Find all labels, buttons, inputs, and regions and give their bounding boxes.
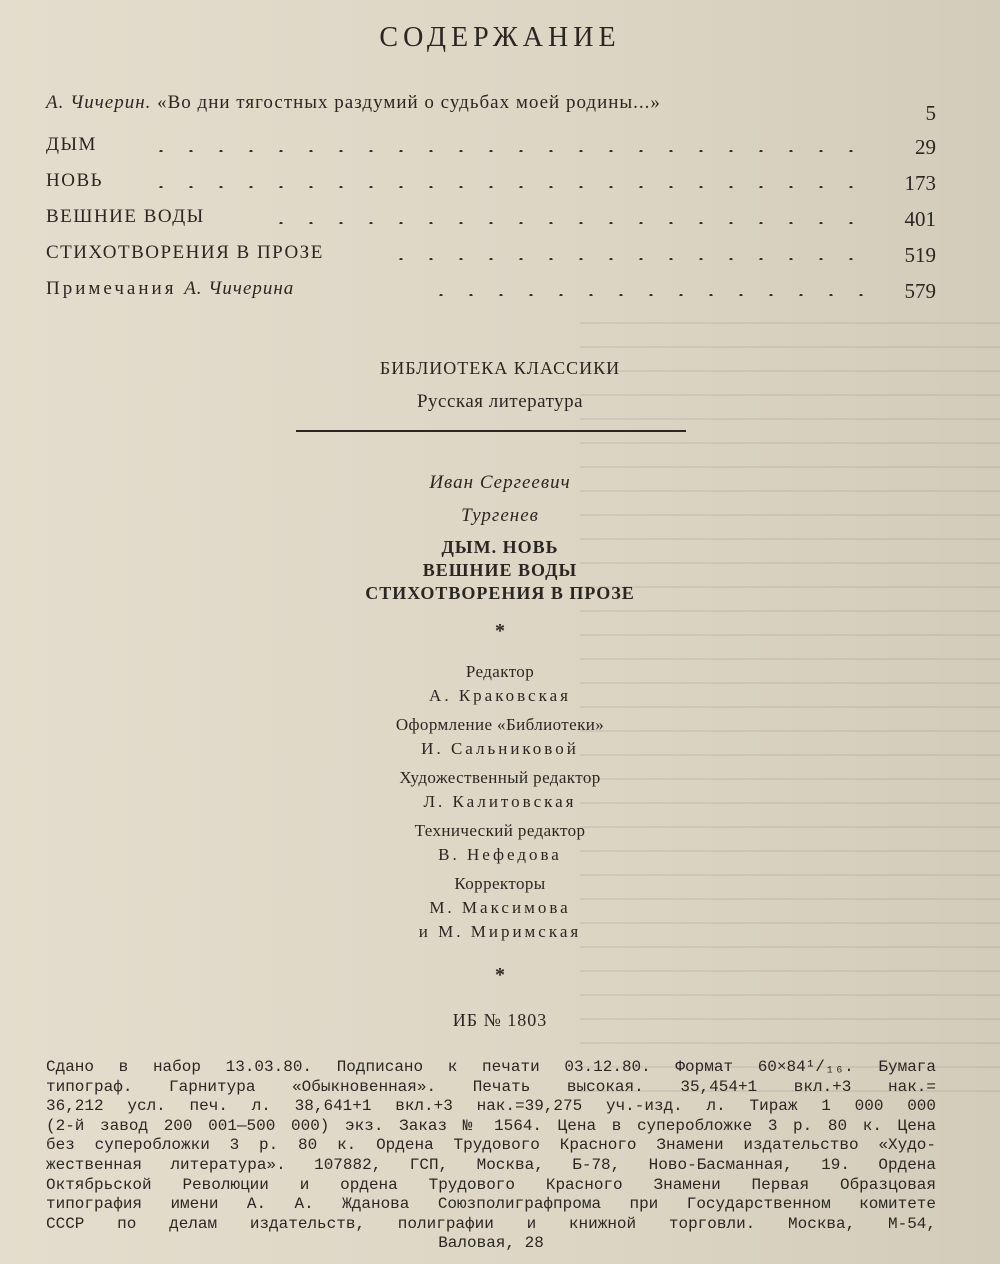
leader-dots xyxy=(386,258,866,260)
toc-entry-label: СТИХОТВОРЕНИЯ В ПРОЗЕ xyxy=(46,242,324,263)
toc-entry-label: ВЕШНИЕ ВОДЫ xyxy=(46,206,205,227)
toc-entry xyxy=(46,274,936,304)
series-block xyxy=(0,358,1000,413)
credit-role: Оформление «Библиотеки» xyxy=(395,715,605,734)
book-title-line: СТИХОТВОРЕНИЯ В ПРОЗЕ xyxy=(365,583,635,603)
author-first-name: Иван Сергеевич xyxy=(429,472,571,493)
book-title-line: ВЕШНИЕ ВОДЫ xyxy=(422,560,578,580)
leader-dots xyxy=(146,150,866,152)
toc-entry-label: Примечания А. Чичерина xyxy=(46,278,295,299)
toc-page-number: 173 xyxy=(904,171,936,195)
imprint-line: 36,212 усл. печ. л. 38,641+1 вкл.+3 нак.=39,275 уч.-изд. л. Тираж 1 000 000 xyxy=(46,1097,936,1116)
author-last-name: Тургенев xyxy=(461,505,539,526)
credit-role: Художественный редактор xyxy=(399,768,601,787)
series-name: БИБЛИОТЕКА КЛАССИКИ xyxy=(379,358,621,378)
leader-dots xyxy=(266,222,866,224)
toc-entry xyxy=(46,238,936,268)
credit-role: Редактор xyxy=(465,662,535,681)
toc-page-number: 29 xyxy=(915,135,936,159)
toc-page-number: 5 xyxy=(925,101,936,125)
toc-entry xyxy=(46,88,936,125)
separator-star: * xyxy=(495,964,505,986)
credit-name: В. Нефедова xyxy=(438,845,562,864)
toc-page-number: 579 xyxy=(904,279,936,303)
toc-page-number: 519 xyxy=(904,243,936,267)
divider-rule xyxy=(296,430,686,432)
imprint-block xyxy=(46,1058,936,1254)
imprint-line: Сдано в набор 13.03.80. Подписано к печати 03.12.80. Формат 60×84¹/₁₆. Бумага xyxy=(46,1058,936,1076)
imprint-line: (2-й завод 200 001—500 000) экз. Заказ № 1564. Цена в суперобложке 3 р. 80 к. Цена xyxy=(46,1116,936,1135)
separator-star: * xyxy=(495,620,505,642)
credit-name: И. Сальниковой xyxy=(421,739,579,758)
series-subtitle: Русская литература xyxy=(416,391,584,412)
book-title-line: ДЫМ. НОВЬ xyxy=(441,537,559,557)
ib-number: ИБ № 1803 xyxy=(452,1010,548,1030)
imprint-line: Валовая, 28 xyxy=(438,1234,544,1253)
leader-dots xyxy=(426,294,866,296)
leader-dots xyxy=(146,186,866,188)
imprint-line: жественная литература». 107882, ГСП, Москва, Б-78, Ново-Басманная, 19. Ордена xyxy=(46,1155,936,1174)
credit-role: Корректоры xyxy=(454,874,546,893)
toc-entry-label: ДЫМ xyxy=(46,134,97,155)
imprint-line: типография имени А. А. Жданова Союзполиграфпрома при Государственном комитете xyxy=(46,1195,936,1214)
credit-name: и М. Миримская xyxy=(418,922,582,941)
credit-name: Л. Калитовская xyxy=(423,792,577,811)
toc-entry xyxy=(46,202,936,232)
toc-entry xyxy=(46,166,936,196)
credit-name: А. Краковская xyxy=(429,686,571,705)
imprint-line: Октябрьской Революции и ордена Трудового Красного Знамени Первая Образцовая xyxy=(46,1175,936,1194)
toc-page-number: 401 xyxy=(904,207,936,231)
imprint-line: без суперобложки 3 р. 80 к. Ордена Трудового Красного Знамени издательство «Худо- xyxy=(46,1136,936,1155)
credit-name: М. Максимова xyxy=(429,898,571,917)
toc-entry-label: А. Чичерин. «Во дни тягостных раздумий о судьбах моей родины...» xyxy=(46,92,661,113)
credit-role: Технический редактор xyxy=(414,821,586,840)
toc-entry xyxy=(46,130,936,160)
imprint-line: типограф. Гарнитура «Обыкновенная». Печать высокая. 35,454+1 вкл.+3 нак.= xyxy=(46,1077,936,1096)
toc-entry-label: НОВЬ xyxy=(46,170,104,191)
toc-title: СОДЕРЖАНИЕ xyxy=(379,22,621,53)
imprint-line: СССР по делам издательств, полиграфии и книжной торговли. Москва, М-54, xyxy=(46,1214,936,1233)
